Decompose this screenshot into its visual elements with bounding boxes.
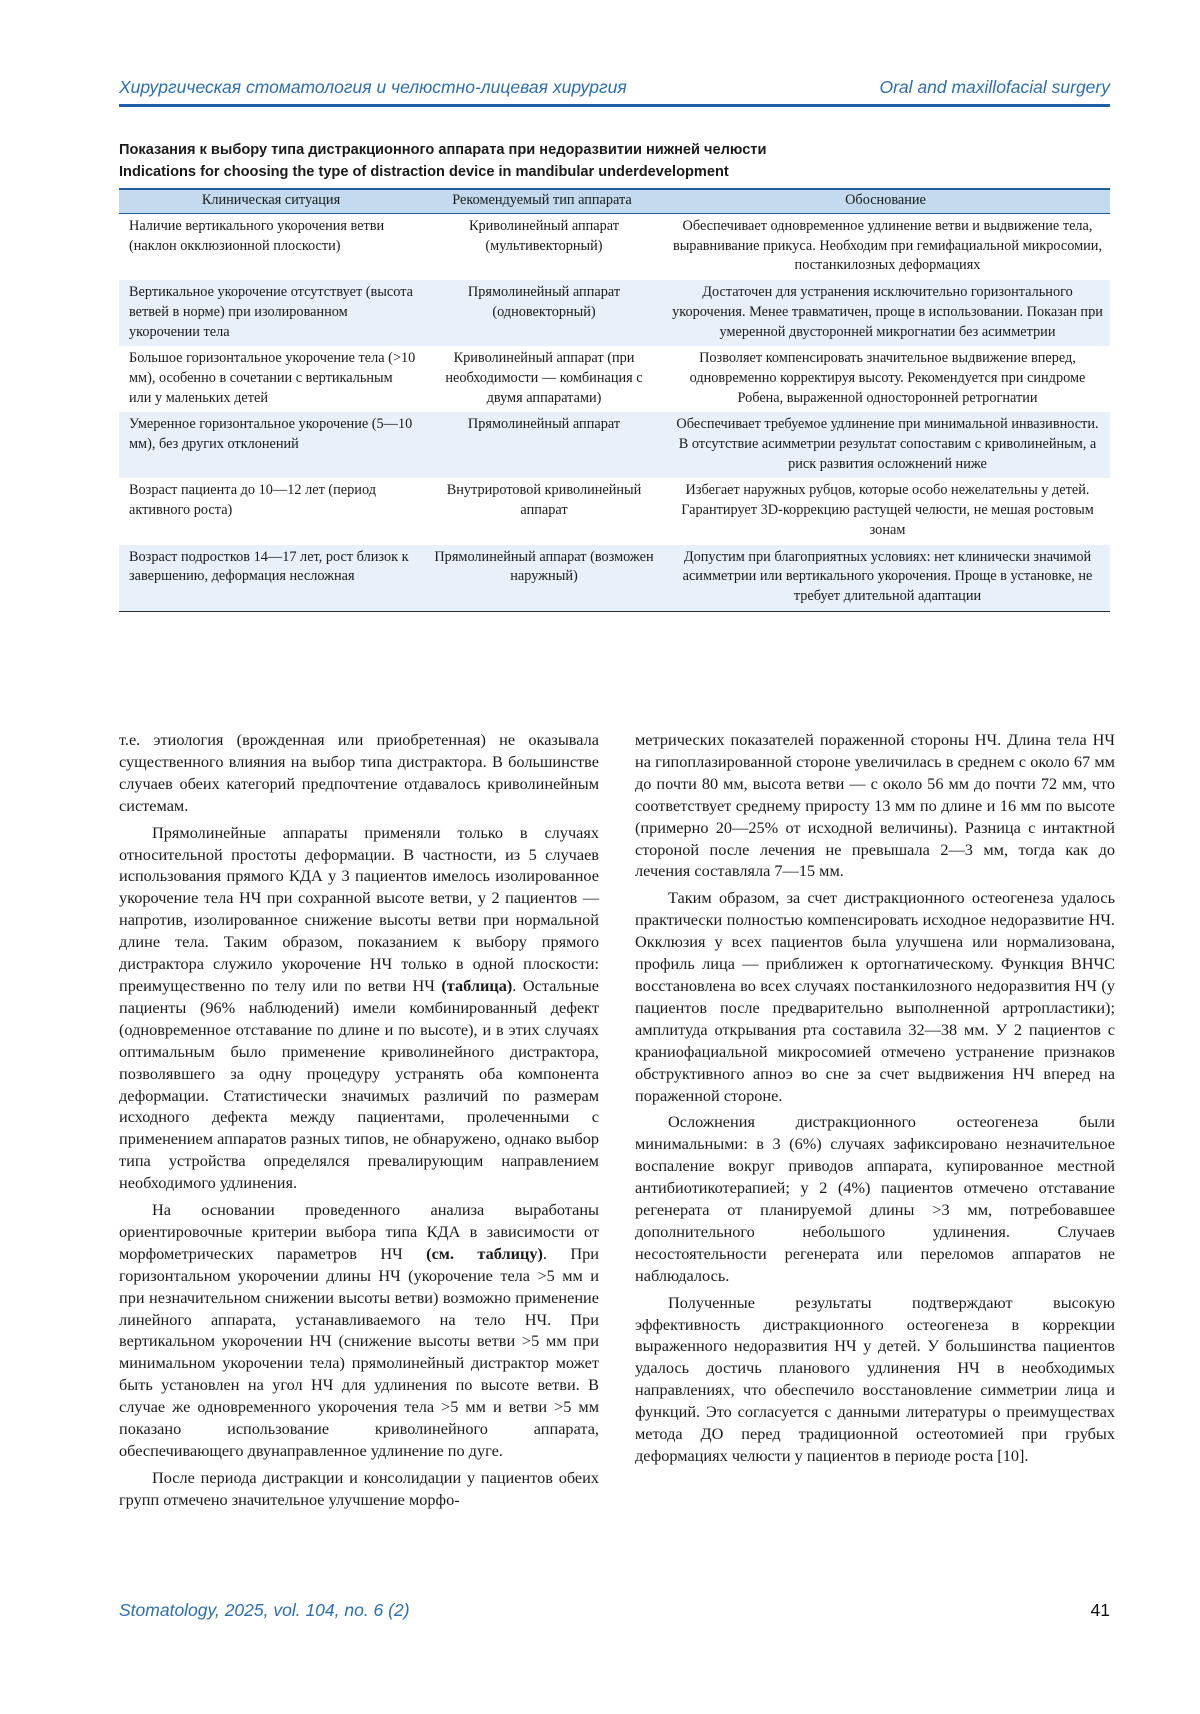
table-reference: (таблица) <box>441 975 513 995</box>
cell-device: Прямолинейный аппарат <box>423 412 661 478</box>
table-caption-en: Indications for choosing the type of distraction device in mandibular underdevelopment <box>119 164 729 180</box>
body-column-right <box>635 729 1115 1467</box>
indications-table <box>119 188 1110 612</box>
table-row <box>119 478 1110 544</box>
table-row <box>119 214 1110 281</box>
cell-rationale: Обеспечивает требуемое удлинение при минимальной инвазивности. В отсутствие асимметрии результат сопоставим с криволинейным, а риск развития осложнений ниже <box>661 412 1110 478</box>
cell-situation: Возраст подростков 14—17 лет, рост близок к завершению, деформация несложная <box>119 545 423 612</box>
table-header-row <box>119 189 1110 214</box>
paragraph: После периода дистракции и консолидации у пациентов обеих групп отмечено значительное улучшение морфо- <box>119 1467 599 1509</box>
cell-rationale: Достаточен для устранения исключительно горизонтального укорочения. Менее травматичен, проще в использовании. Показан при умеренной двусторонней микрогнатии без асимметрии <box>661 280 1110 346</box>
paragraph-text: . При горизонтальном укорочении длины НЧ (укорочение тела >5 мм и при незначительном снижении высоты ветви) возможно применение линейного аппарата, устанавливаемого на тело НЧ. При вертикальном укорочении НЧ (снижение высоты ветви >5 мм при минимальном укорочении тела) прямолинейный дистрактор может быть установлен на угол НЧ для удлинения по высоте ветви. В случае же одновременного укорочения тела >5 мм и ветви >5 мм показано использование криволинейного аппарата, обеспечивающего двунаправленное удлинение по дуге. <box>119 1243 599 1460</box>
cell-situation: Большое горизонтальное укорочение тела (>10 мм), особенно в сочетании с вертикальным или у маленьких детей <box>119 346 423 412</box>
paragraph <box>119 822 599 1194</box>
paragraph: Полученные результаты подтверждают высокую эффективность дистракционного остеогенеза в коррекции выраженного недоразвития НЧ у детей. У большинства пациентов удалось достичь планового удлинения НЧ в необходимых направлениях, что обеспечило восстановление симметрии лица и функций. Это согласуется с данными литературы о преимуществах метода ДО перед традиционной остеотомией при грубых деформациях челюсти у пациентов в периоде роста [10]. <box>635 1292 1115 1465</box>
cell-situation: Возраст пациента до 10—12 лет (период активного роста) <box>119 478 423 544</box>
table-row <box>119 412 1110 478</box>
paragraph: метрических показателей пораженной стороны НЧ. Длина тела НЧ на гипоплазированной стороне увеличилась в среднем с около 67 мм до почти 80 мм, высота ветви — с около 56 мм до почти 72 мм, что соответствует среднему приросту 13 мм по длине и 16 мм по высоте (примерно 20—25% от исходной величины). Разница с интактной стороной после лечения не превышала 2—3 мм, тогда как до лечения составляла 7—15 мм. <box>635 730 1115 881</box>
cell-device: Внутриротовой криволинейный аппарат <box>423 478 661 544</box>
cell-rationale: Обеспечивает одновременное удлинение ветви и выдвижение тела, выравнивание прикуса. Необходим при гемифациальной микросомии, постанкилозных деформациях <box>661 214 1110 281</box>
paragraph: т.е. этиология (врожденная или приобретенная) не оказывала существенного влияния на выбор типа дистрактора. В большинстве случаев обеих категорий предпочтение отдавалось криволинейным системам. <box>119 730 599 815</box>
journal-title-en: Oral and maxillofacial surgery <box>879 77 1110 97</box>
running-header <box>119 75 1110 103</box>
journal-title-ru: Хирургическая стоматология и челюстно-лицевая хирургия <box>119 77 627 97</box>
cell-device: Прямолинейный аппарат (возможен наружный) <box>423 545 661 612</box>
column-header-situation: Клиническая ситуация <box>119 189 423 214</box>
table-caption-ru: Показания к выбору типа дистракционного аппарата при недоразвитии нижней челюсти <box>119 142 767 158</box>
cell-rationale: Позволяет компенсировать значительное выдвижение вперед, одновременно корректируя высоту. Рекомендуется при синдроме Робена, выраженной односторонней ретрогнатии <box>661 346 1110 412</box>
table-row <box>119 280 1110 346</box>
paragraph-text: Прямолинейные аппараты применяли только в случаях относительной простоты деформации. В частности, из 5 случаев использования прямого КДА у 3 пациентов имелось изолированное укорочение тела НЧ при сохранной высоте ветви, у 2 пациентов — напротив, изолированное снижение высоты ветви при нормальной длине тела. Таким образом, показанием к выбору прямого дистрактора служило укорочение НЧ только в одной плоскости: преимущественно по телу или по ветви НЧ <box>119 822 599 995</box>
page-number: 41 <box>1090 1600 1110 1620</box>
table-row <box>119 545 1110 612</box>
cell-situation: Умеренное горизонтальное укорочение (5—10 мм), без других отклонений <box>119 412 423 478</box>
cell-device: Прямолинейный аппарат (одновекторный) <box>423 280 661 346</box>
table-reference: (см. таблицу) <box>426 1243 543 1263</box>
column-header-rationale: Обоснование <box>661 189 1110 214</box>
paragraph-text: На основании проведенного анализа выработаны ориентировочные критерии выбора типа КДА в зависимости от морфометрических параметров НЧ <box>119 1200 599 1263</box>
paragraph <box>119 1199 599 1462</box>
header-rule <box>119 104 1110 107</box>
cell-situation: Наличие вертикального укорочения ветви (наклон окклюзионной плоскости) <box>119 214 423 281</box>
column-header-device: Рекомендуемый тип аппарата <box>423 189 661 214</box>
cell-rationale: Допустим при благоприятных условиях: нет клинически значимой асимметрии или вертикального укорочения. Проще в установке, не требует длительной адаптации <box>661 545 1110 612</box>
paragraph-text: . Остальные пациенты (96% наблюдений) имели комбинированный дефект (одновременное отставание по длине и по высоте), и в этих случаях оптимальным было применение криволинейного дистрактора, позволявшего за одну процедуру устранять оба компонента деформации. Статистически значимых различий по размерам исходного дефекта между пациентами, пролеченными с применением аппаратов разных типов, не обнаружено, однако выбор типа устройства определялся превалирующим направлением необходимого удлинения. <box>119 975 599 1193</box>
cell-situation: Вертикальное укорочение отсутствует (высота ветвей в норме) при изолированном укорочении тела <box>119 280 423 346</box>
cell-rationale: Избегает наружных рубцов, которые особо нежелательны у детей. Гарантирует 3D-коррекцию растущей челюсти, не мешая ростовым зонам <box>661 478 1110 544</box>
journal-citation: Stomatology, 2025, vol. 104, no. 6 (2) <box>119 1600 410 1620</box>
paragraph: Таким образом, за счет дистракционного остеогенеза удалось практически полностью компенсировать исходное недоразвитие НЧ. Окклюзия у всех пациентов была улучшена или нормализована, профиль лица — приближен к ортогнатическому. Функция ВНЧС восстановлена во всех случаях постанкилозного недоразвития НЧ (у пациентов после предварительно выполненной артропластики); амплитуда открывания рта составила 32—38 мм. У 2 пациентов с краниофациальной микросомией отмечено устранение признаков обструктивного апноэ во сне за счет выдвижения НЧ вперед на пораженной стороне. <box>635 888 1115 1105</box>
cell-device: Криволинейный аппарат (мультивекторный) <box>423 214 661 281</box>
table-row <box>119 346 1110 412</box>
paragraph: Осложнения дистракционного остеогенеза были минимальными: в 3 (6%) случаях зафиксировано незначительное воспаление вокруг приводов аппарата, купированное местной антибиотикотерапией; у 2 (4%) пациентов отмечено отставание регенерата от планируемой длины >3 мм, потребовавшее дополнительного небольшого удлинения. Случаев несостоятельности регенерата или переломов аппаратов не наблюдалось. <box>635 1112 1115 1285</box>
body-column-left <box>119 729 599 1511</box>
table-caption <box>119 139 766 183</box>
cell-device: Криволинейный аппарат (при необходимости — комбинация с двумя аппаратами) <box>423 346 661 412</box>
